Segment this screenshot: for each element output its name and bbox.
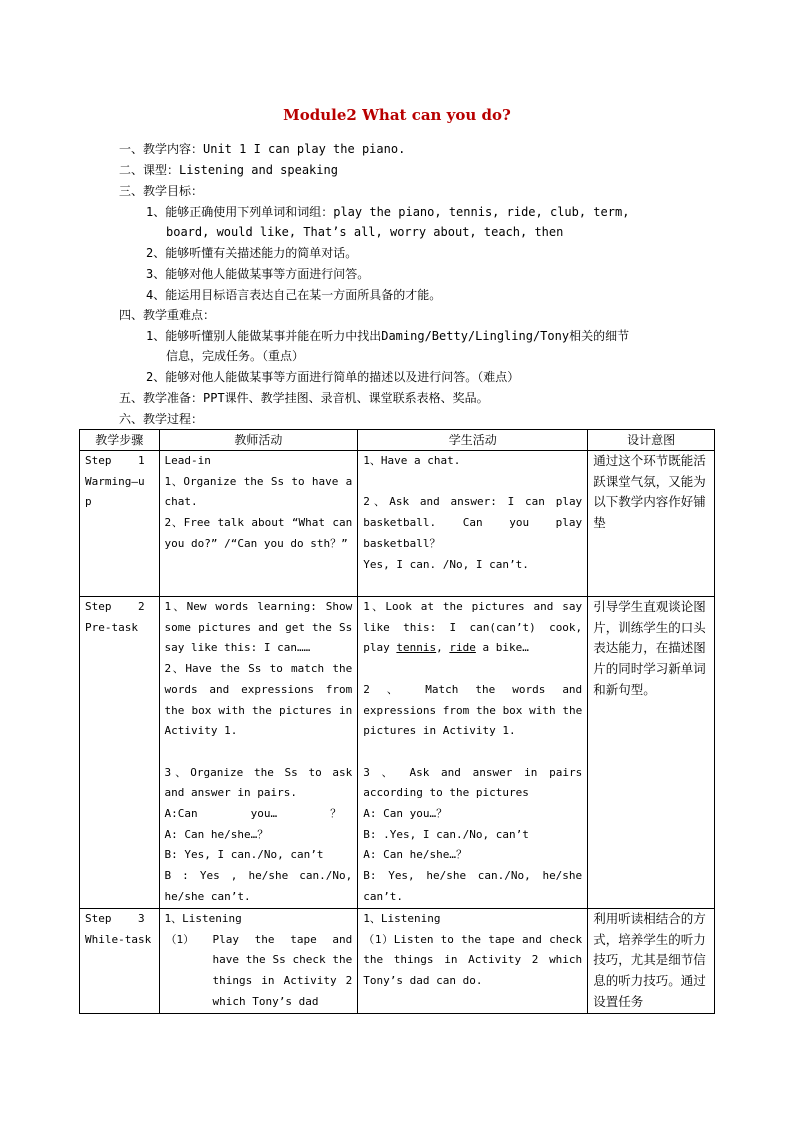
design-intent-cell: 利用听读相结合的方式，培养学生的听力技巧，尤其是细节信息的听力技巧。通过设置任务 <box>588 909 715 1014</box>
step-label: Step 1 <box>85 454 145 467</box>
table-row <box>80 909 715 1014</box>
objective-3: 3、能够对他人能做某事等方面进行问答。 <box>146 267 370 281</box>
student-text: A: Can you…？ <box>363 807 448 821</box>
student-text: B: Yes, he/she can./No, he/she can’t. <box>363 869 583 903</box>
teacher-number: （1） <box>165 933 195 946</box>
student-activity-cell <box>358 909 588 1014</box>
step-cell <box>80 597 160 909</box>
teacher-text: 1、Listening <box>164 912 242 925</box>
step-label: Step 3 <box>85 912 145 925</box>
document-title: Module2 What can you do? <box>283 106 511 124</box>
teacher-text: B: Yes, I can./No, can’t <box>164 848 324 862</box>
teacher-activity-cell <box>159 597 358 909</box>
student-text-part: a bike… <box>475 641 529 655</box>
teacher-text: 2、Free talk about “What can you do?” /“Can you do sth？” <box>164 516 353 550</box>
table-row <box>80 597 715 909</box>
teacher-text: B : Yes , he/she can./No, he/she can’t. <box>164 869 353 903</box>
student-text: 1、Have a chat. <box>363 454 461 467</box>
objective-2: 2、能够听懂有关描述能力的简单对话。 <box>146 246 358 260</box>
step-label: While-task <box>85 932 152 946</box>
student-text: 3 、 Ask and answer in pairs according to the pictures <box>363 765 583 800</box>
teacher-text: Lead-in <box>164 454 211 467</box>
objective-1-line-a: 1、能够正确使用下列单词和词组：play the piano, tennis, ride, club, term, <box>146 205 630 219</box>
student-text: 2 、 Match the words and expressions from the box with the pictures in Activity 1. <box>363 682 583 738</box>
student-text: 2、Ask and answer: I can play basketball. Can you play basketball？ <box>363 495 583 550</box>
keypoint-1-line-b: 信息，完成任务。（重点） <box>166 349 305 363</box>
teacher-text: 1、Organize the Ss to have a chat. <box>164 474 353 509</box>
student-text: 1、Listening <box>363 912 441 925</box>
objective-1-line-b: board, would like, That’s all, worry about, teach, then <box>166 225 564 239</box>
student-text <box>363 472 582 493</box>
teacher-text <box>165 742 353 763</box>
header-teacher-activity: 教师活动 <box>159 430 358 451</box>
design-intent-cell: 通过这个环节既能活跃课堂气氛，又能为以下教学内容作好铺垫 <box>588 451 715 597</box>
table-row <box>80 451 715 597</box>
student-activity-cell <box>358 597 588 909</box>
student-text-part: 1、Look at the pictures and say like this: I can(can’t) cook, play <box>363 600 583 655</box>
objective-4: 4、能运用目标语言表达自己在某一方面所具备的才能。 <box>146 288 442 302</box>
objectives-heading: 三、教学目标： <box>119 184 204 198</box>
teacher-activity-cell <box>159 451 358 597</box>
teacher-text: 2、Have the Ss to match the words and expressions from the box with the pictures in Activity 1. <box>164 662 353 738</box>
step-label: Warming—u <box>85 474 145 488</box>
header-design-intent: 设计意图 <box>588 430 715 451</box>
step-label: Step 2 <box>85 600 145 613</box>
teacher-text: 1、New words learning: Show some pictures and get the Ss say like this: I can…… <box>164 600 353 655</box>
student-text: Yes, I can. /No, I can’t. <box>363 557 529 571</box>
preparation-line: 五、教学准备：PPT课件、教学挂图、录音机、课堂联系表格、奖品。 <box>119 391 489 405</box>
teacher-text: 3、Organize the Ss to ask and answer in pairs. <box>164 765 353 800</box>
keypoints-heading: 四、教学重难点： <box>119 308 216 322</box>
design-intent-cell: 引导学生直观谈论图片，训练学生的口头表达能力，在描述图片的同时学习新单词和新句型。 <box>588 597 715 909</box>
student-text <box>363 597 582 659</box>
step-label: Pre-task <box>85 620 138 634</box>
process-heading: 六、教学过程： <box>119 412 204 426</box>
lesson-type-line: 二、课型：Listening and speaking <box>119 163 338 177</box>
teacher-activity-cell <box>159 909 358 1014</box>
teacher-text: A:Can you… ？ <box>164 807 342 821</box>
keypoint-1-line-a: 1、能够听懂别人能做某事并能在听力中找出Daming/Betty/Lingling/Tony相关的细节 <box>146 329 630 343</box>
student-text: （1）Listen to the tape and check the things in Activity 2 which Tony’s dad can do. <box>363 932 583 988</box>
student-text-part: , <box>436 641 450 655</box>
lesson-process-table <box>79 429 715 1014</box>
teacher-text: Play the tape and have the Ss check the things in Activity 2 which Tony’s dad <box>212 932 353 1008</box>
student-activity-cell <box>358 451 588 597</box>
underlined-word: ride <box>449 641 476 655</box>
teacher-text: A: Can he/she…？ <box>164 827 269 841</box>
header-step: 教学步骤 <box>80 430 160 451</box>
header-student-activity: 学生活动 <box>358 430 588 451</box>
keypoint-2: 2、能够对他人能做某事等方面进行简单的描述以及进行问答。（难点） <box>146 370 520 384</box>
student-text: A: Can he/she…？ <box>363 848 467 862</box>
step-cell <box>80 451 160 597</box>
underlined-word: tennis <box>396 641 437 655</box>
step-cell <box>80 909 160 1014</box>
student-text <box>363 742 582 763</box>
table-header-row <box>80 430 715 451</box>
student-text: B: .Yes, I can./No, can’t <box>363 827 529 841</box>
content-line: 一、教学内容：Unit 1 I can play the piano. <box>119 142 406 156</box>
step-label: p <box>85 495 92 509</box>
student-text <box>363 659 582 680</box>
